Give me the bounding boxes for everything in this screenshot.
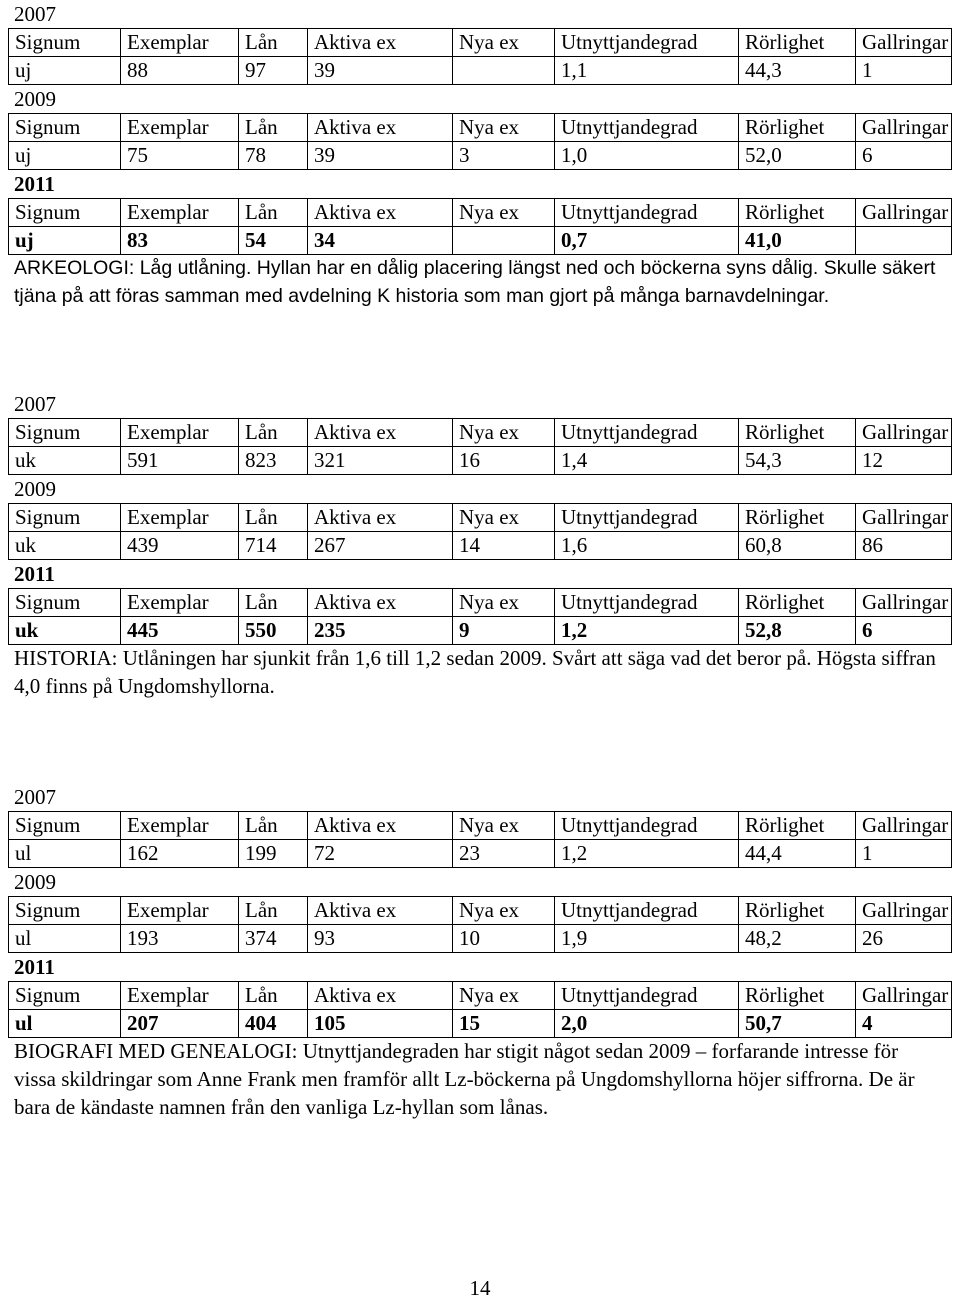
table-row — [9, 447, 952, 475]
table-cell: 0,7 — [555, 227, 739, 255]
table-cell: 75 — [121, 142, 239, 170]
table-cell — [453, 227, 555, 255]
table-cell: 1 — [856, 840, 952, 868]
table-header-row — [9, 504, 952, 532]
column-header: Lån — [239, 29, 308, 57]
table-cell: 1,9 — [555, 925, 739, 953]
column-header: Nya ex — [453, 114, 555, 142]
table-cell: 16 — [453, 447, 555, 475]
table-cell: 54 — [239, 227, 308, 255]
column-header: Signum — [9, 114, 121, 142]
column-header: Nya ex — [453, 504, 555, 532]
table-cell: 1,2 — [555, 840, 739, 868]
column-header: Signum — [9, 199, 121, 227]
column-header: Exemplar — [121, 114, 239, 142]
table-cell: 39 — [308, 142, 453, 170]
table-header-row — [9, 982, 952, 1010]
table-cell: 2,0 — [555, 1010, 739, 1038]
table-row — [9, 142, 952, 170]
column-header: Exemplar — [121, 897, 239, 925]
table-cell: 193 — [121, 925, 239, 953]
table-cell: 23 — [453, 840, 555, 868]
column-header: Lån — [239, 897, 308, 925]
stats-table — [8, 896, 952, 953]
year-heading: 2011 — [14, 561, 55, 586]
table-cell: 374 — [239, 925, 308, 953]
column-header: Gallringar — [856, 897, 952, 925]
table-cell: 445 — [121, 617, 239, 645]
column-header: Nya ex — [453, 812, 555, 840]
table-cell: 3 — [453, 142, 555, 170]
table-cell: 50,7 — [739, 1010, 856, 1038]
table-cell: 1,2 — [555, 617, 739, 645]
table-cell: 54,3 — [739, 447, 856, 475]
table-cell: 714 — [239, 532, 308, 560]
column-header: Rörlighet — [739, 419, 856, 447]
table-cell: 12 — [856, 447, 952, 475]
stats-table — [8, 418, 952, 475]
column-header: Exemplar — [121, 29, 239, 57]
section-comment: ARKEOLOGI: Låg utlåning. Hyllan har en dålig placering längst ned och böckerna syns dålig. Skulle säkert tjäna på att föras samman med avdelning K historia som man gjort på många barnavdelningar. — [14, 256, 936, 307]
year-heading: 2009 — [14, 476, 56, 501]
column-header: Aktiva ex — [308, 897, 453, 925]
column-header: Utnyttjandegrad — [555, 199, 739, 227]
column-header: Utnyttjandegrad — [555, 114, 739, 142]
column-header: Rörlighet — [739, 589, 856, 617]
stats-table — [8, 198, 952, 255]
table-cell: 1,0 — [555, 142, 739, 170]
table-row — [9, 840, 952, 868]
table-cell: 52,0 — [739, 142, 856, 170]
table-cell: 4 — [856, 1010, 952, 1038]
stats-table — [8, 588, 952, 645]
table-cell: 1,6 — [555, 532, 739, 560]
table-cell: uk — [9, 532, 121, 560]
table-cell: 83 — [121, 227, 239, 255]
column-header: Signum — [9, 589, 121, 617]
table-cell — [856, 227, 952, 255]
table-header-row — [9, 589, 952, 617]
stats-table — [8, 28, 952, 85]
column-header: Aktiva ex — [308, 504, 453, 532]
table-cell: uj — [9, 57, 121, 85]
column-header: Signum — [9, 419, 121, 447]
column-header: Rörlighet — [739, 199, 856, 227]
column-header: Exemplar — [121, 419, 239, 447]
table-cell: 10 — [453, 925, 555, 953]
column-header: Nya ex — [453, 29, 555, 57]
table-cell: 97 — [239, 57, 308, 85]
column-header: Nya ex — [453, 589, 555, 617]
table-cell: 1 — [856, 57, 952, 85]
table-cell: 34 — [308, 227, 453, 255]
column-header: Nya ex — [453, 199, 555, 227]
column-header: Gallringar — [856, 419, 952, 447]
table-cell: 1,1 — [555, 57, 739, 85]
column-header: Lån — [239, 114, 308, 142]
table-cell: 44,3 — [739, 57, 856, 85]
table-row — [9, 57, 952, 85]
year-heading: 2009 — [14, 86, 56, 111]
table-cell: 439 — [121, 532, 239, 560]
table-cell: 105 — [308, 1010, 453, 1038]
column-header: Utnyttjandegrad — [555, 504, 739, 532]
column-header: Rörlighet — [739, 114, 856, 142]
column-header: Gallringar — [856, 812, 952, 840]
stats-table — [8, 981, 952, 1038]
column-header: Aktiva ex — [308, 199, 453, 227]
column-header: Gallringar — [856, 504, 952, 532]
table-cell: 404 — [239, 1010, 308, 1038]
column-header: Signum — [9, 29, 121, 57]
stats-table — [8, 113, 952, 170]
column-header: Rörlighet — [739, 812, 856, 840]
table-cell: ul — [9, 1010, 121, 1038]
table-header-row — [9, 199, 952, 227]
year-heading: 2011 — [14, 171, 55, 196]
column-header: Nya ex — [453, 419, 555, 447]
column-header: Lån — [239, 199, 308, 227]
table-row — [9, 617, 952, 645]
column-header: Aktiva ex — [308, 982, 453, 1010]
table-cell: 86 — [856, 532, 952, 560]
table-cell: 39 — [308, 57, 453, 85]
table-cell: ul — [9, 925, 121, 953]
table-cell: 72 — [308, 840, 453, 868]
table-row — [9, 1010, 952, 1038]
table-cell: 48,2 — [739, 925, 856, 953]
column-header: Aktiva ex — [308, 29, 453, 57]
table-cell: 1,4 — [555, 447, 739, 475]
table-row — [9, 532, 952, 560]
column-header: Rörlighet — [739, 897, 856, 925]
column-header: Lån — [239, 419, 308, 447]
table-cell: uj — [9, 142, 121, 170]
table-cell: 15 — [453, 1010, 555, 1038]
column-header: Utnyttjandegrad — [555, 897, 739, 925]
year-heading: 2011 — [14, 954, 55, 979]
column-header: Lån — [239, 504, 308, 532]
column-header: Gallringar — [856, 29, 952, 57]
year-heading: 2007 — [14, 392, 56, 416]
column-header: Aktiva ex — [308, 589, 453, 617]
column-header: Signum — [9, 897, 121, 925]
table-cell: ul — [9, 840, 121, 868]
table-cell: 199 — [239, 840, 308, 868]
year-heading: 2007 — [14, 785, 56, 809]
table-cell: 78 — [239, 142, 308, 170]
table-header-row — [9, 29, 952, 57]
table-header-row — [9, 812, 952, 840]
column-header: Exemplar — [121, 812, 239, 840]
table-cell: uj — [9, 227, 121, 255]
table-cell: 550 — [239, 617, 308, 645]
table-cell: 207 — [121, 1010, 239, 1038]
column-header: Lån — [239, 589, 308, 617]
column-header: Rörlighet — [739, 504, 856, 532]
column-header: Exemplar — [121, 589, 239, 617]
column-header: Utnyttjandegrad — [555, 982, 739, 1010]
column-header: Nya ex — [453, 897, 555, 925]
column-header: Gallringar — [856, 589, 952, 617]
column-header: Gallringar — [856, 114, 952, 142]
table-cell: 93 — [308, 925, 453, 953]
table-cell: 321 — [308, 447, 453, 475]
table-cell: 60,8 — [739, 532, 856, 560]
table-cell: 14 — [453, 532, 555, 560]
column-header: Lån — [239, 982, 308, 1010]
column-header: Exemplar — [121, 199, 239, 227]
column-header: Utnyttjandegrad — [555, 29, 739, 57]
table-row — [9, 227, 952, 255]
column-header: Rörlighet — [739, 29, 856, 57]
section-comment: BIOGRAFI MED GENEALOGI: Utnyttjandegraden har stigit något sedan 2009 – forfarande intresse för vissa skildringar som Anne Frank men framför allt Lz-böckerna på Ungdomshyllorna höjer siffrorna. De är bara de kändaste namnen från den vanliga Lz-hyllan som lånas. — [14, 1038, 915, 1119]
table-cell: 267 — [308, 532, 453, 560]
table-header-row — [9, 419, 952, 447]
column-header: Gallringar — [856, 199, 952, 227]
column-header: Aktiva ex — [308, 812, 453, 840]
table-cell: 26 — [856, 925, 952, 953]
year-heading: 2009 — [14, 869, 56, 894]
table-cell: 162 — [121, 840, 239, 868]
table-cell: uk — [9, 447, 121, 475]
table-cell — [453, 57, 555, 85]
column-header: Utnyttjandegrad — [555, 419, 739, 447]
table-cell: 52,8 — [739, 617, 856, 645]
column-header: Lån — [239, 812, 308, 840]
column-header: Signum — [9, 982, 121, 1010]
year-heading: 2007 — [14, 2, 56, 26]
table-header-row — [9, 897, 952, 925]
table-cell: 823 — [239, 447, 308, 475]
table-cell: uk — [9, 617, 121, 645]
table-cell: 41,0 — [739, 227, 856, 255]
column-header: Exemplar — [121, 504, 239, 532]
table-cell: 88 — [121, 57, 239, 85]
table-cell: 6 — [856, 142, 952, 170]
column-header: Nya ex — [453, 982, 555, 1010]
column-header: Signum — [9, 812, 121, 840]
table-row — [9, 925, 952, 953]
column-header: Gallringar — [856, 982, 952, 1010]
column-header: Signum — [9, 504, 121, 532]
table-cell: 9 — [453, 617, 555, 645]
table-cell: 591 — [121, 447, 239, 475]
column-header: Rörlighet — [739, 982, 856, 1010]
column-header: Exemplar — [121, 982, 239, 1010]
stats-table — [8, 503, 952, 560]
table-cell: 235 — [308, 617, 453, 645]
table-cell: 44,4 — [739, 840, 856, 868]
column-header: Utnyttjandegrad — [555, 812, 739, 840]
table-header-row — [9, 114, 952, 142]
column-header: Utnyttjandegrad — [555, 589, 739, 617]
page-number: 14 — [469, 1276, 491, 1300]
table-cell: 6 — [856, 617, 952, 645]
column-header: Aktiva ex — [308, 114, 453, 142]
stats-table — [8, 811, 952, 868]
section-comment: HISTORIA: Utlåningen har sjunkit från 1,6 till 1,2 sedan 2009. Svårt att säga vad det beror på. Högsta siffran 4,0 finns på Ungdomshyllorna. — [14, 645, 936, 698]
column-header: Aktiva ex — [308, 419, 453, 447]
